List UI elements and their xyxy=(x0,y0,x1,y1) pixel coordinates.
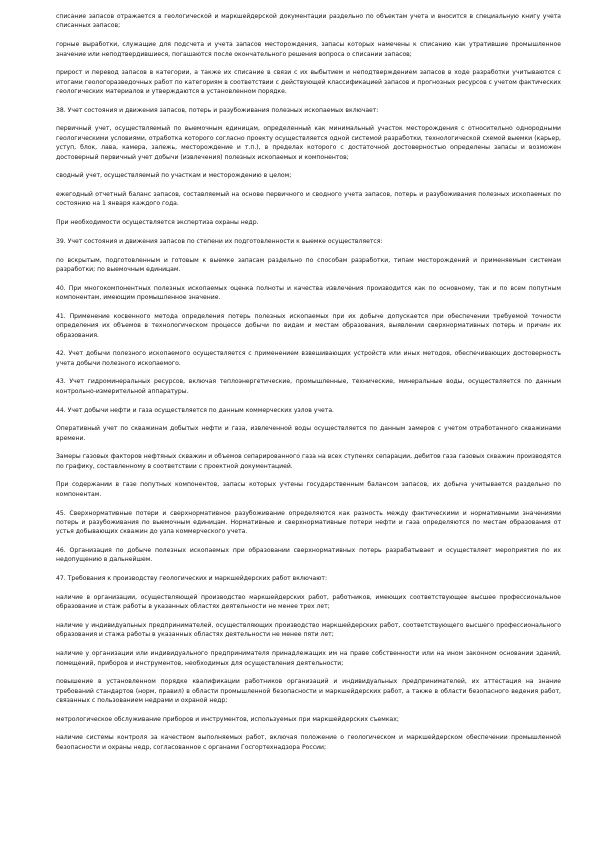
paragraph: ежегодный отчетный баланс запасов, составляемый на основе первичного и сводного учета запасов, потерь и разубоживания полезных ископаемых по состоянию на 1 января каждого года. xyxy=(56,191,561,208)
paragraph: сводный учет, осуществляемый по участкам и месторождению в целом; xyxy=(56,172,292,180)
section-39-heading: 39. Учет состояния и движения запасов по степени их подготовленности к выемке осуществляется: xyxy=(56,237,383,245)
paragraph: прирост и перевод запасов в категории, а также их списание в связи с их выбытием и неподтверждением запасов в ходе разработки учитываются с итогами геологоразведочных работ по категориям в соответствии с действующей классификацией запасов и прогнозных ресурсов с учетом фактических геологических материалов и утверждаются в установленном порядке. xyxy=(56,69,561,96)
paragraph: повышение в установленном порядке квалификации работников организаций и индивидуальных предпринимателей, их аттестация на знание требований стандартов (норм, правил) в области промышленной безопасности и маркшейдерских работ, а также в области безопасного ведения работ, связанных с пользованием недрами и охраной недр; xyxy=(56,678,561,705)
section-38-heading: 38. Учет состояния и движения запасов, потерь и разубоживания полезных ископаемых включает: xyxy=(56,106,379,114)
paragraph: Оперативный учет по скважинам добытых нефти и газа, извлеченной воды осуществляется по данным замеров с учетом отработанного скважинами времени. xyxy=(56,425,561,442)
section-41: 41. Применение косвенного метода определения потерь полезных ископаемых при их добыче допускается при обеспечении требуемой точности определения их объемов в технологическом процессе добычи по видам и местам образования, выявлении сверхнормативных потерь и причин их образования. xyxy=(56,312,561,339)
paragraph: первичный учет, осуществляемый по выемочным единицам, определенный как минимальный участок месторождения с относительно однородными геологическими условиями, отработка которого согласно проекту осуществляется одной системой разработки, технологической схемой выемки (карьер, уступ, блок, лава, камера, залежь, месторождение и т.п.), в пределах которого с достаточной достоверностью определены запасы и возможен достоверный первичный учет добычи (извлечения) полезных ископаемых и компонентов; xyxy=(56,125,561,161)
section-44: 44. Учет добычи нефти и газа осуществляется по данным коммерческих узлов учета. xyxy=(56,406,334,414)
paragraph: При необходимости осуществляется экспертиза охраны недр. xyxy=(56,219,259,227)
paragraph: горные выработки, служащие для подсчета и учета запасов месторождения, запасы которых намечены к списанию как утратившие промышленное значение или неподтвердившиеся, погашаются после окончательного решения вопроса о списании запасов; xyxy=(56,41,561,58)
section-43: 43. Учет гидроминеральных ресурсов, включая теплоэнергетические, промышленные, технические, минеральные воды, осуществляется по данным контрольно-измерительной аппаратуры. xyxy=(56,378,561,395)
section-47-heading: 47. Требования к производству геологических и маркшейдерских работ включают: xyxy=(56,575,328,583)
section-40: 40. При многокомпонентных полезных ископаемых оценка полноты и качества извлечения производится как по основному, так и по всем попутным компонентам, имеющим промышленное значение. xyxy=(56,284,561,302)
paragraph: списание запасов отражается в геологической и маркшейдерской документации раздельно по объектам учета и вносится в специальную книгу учета списанных запасов; xyxy=(56,13,561,30)
section-42: 42. Учет добычи полезного ископаемого осуществляется с применением взвешивающих устройств или иных методов, обеспечивающих достоверность учета добычи полезного ископаемого. xyxy=(56,350,561,367)
paragraph: При содержании в газе попутных компонентов, запасы которых учтены государственным балансом запасов, их добыча учитывается раздельно по компонентам. xyxy=(56,481,561,498)
section-46: 46. Организация по добыче полезных ископаемых при образовании сверхнормативных потерь разрабатывает и осуществляет мероприятия по их недопущению в дальнейшем. xyxy=(56,547,561,564)
paragraph: метрологическое обслуживание приборов и инструментов, используемых при маркшейдерских съемках; xyxy=(56,715,399,723)
paragraph: наличие системы контроля за качеством выполняемых работ, включая положение о геологическом и маркшейдерском обеспечении промышленной безопасности и охраны недр, согласованное с органами Госгортехнадзора России; xyxy=(56,734,561,751)
paragraph: наличие у организации или индивидуального предпринимателя принадлежащих им на праве собственности или на ином законном основании зданий, помещений, приборов и инструментов, необходимых для осуществления деятельности; xyxy=(56,650,561,667)
paragraph: Замеры газовых факторов нефтяных скважин и объемов сепарированного газа на всех ступенях сепарации, дебитов газа газовых скважин производятся по графику, составленному в соответствии с проектной документацией. xyxy=(56,453,561,470)
paragraph: наличие в организации, осуществляющей производство маркшейдерских работ, работников, имеющих соответствующее высшее профессиональное образование и стаж работы в указанных областях деятельности не менее трех лет; xyxy=(56,593,561,611)
section-45: 45. Сверхнормативные потери и сверхнормативное разубоживание определяются как разность между фактическими и нормативными значениями потерь и разубоживания по выемочным единицам. Нормативные и сверхнормативные потери нефти и газа определяются по местам образования от устья добывающих скважин до узла коммерческого учета. xyxy=(56,509,561,536)
paragraph: по вскрытым, подготовленным и готовым к выемке запасам раздельно по способам разработки, типам месторождений и применяемым системам разработки; по выемочным единицам. xyxy=(56,256,561,273)
paragraph: наличие у индивидуальных предпринимателей, осуществляющих производство маркшейдерских работ, соответствующего высшего профессионального образования и стажа работы в указанных областях деятельности не менее пяти лет; xyxy=(56,622,561,639)
